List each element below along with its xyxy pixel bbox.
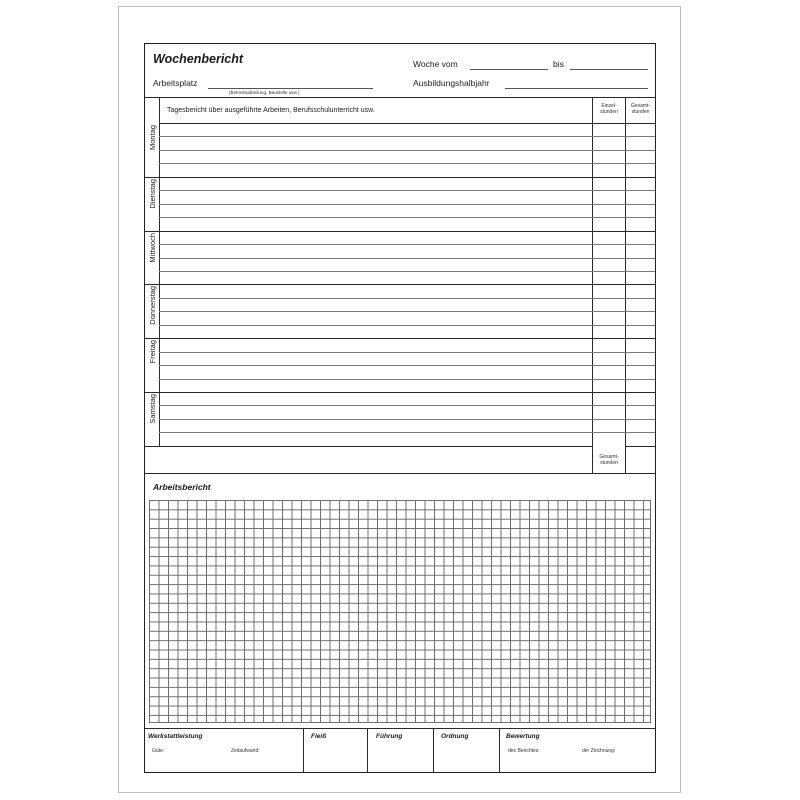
writing-line[interactable]: [159, 204, 655, 205]
time-label: Zeitaufwand:: [231, 748, 260, 754]
writing-line[interactable]: [159, 163, 655, 164]
day-label-cell: [145, 284, 159, 338]
day-label-cell: [145, 177, 159, 231]
day-separator: [145, 284, 655, 285]
writing-line[interactable]: [159, 419, 655, 420]
table-bottom-left-border: [145, 446, 592, 447]
workplace-label: Arbeitsplatz: [153, 78, 198, 88]
footer-divider-4: [499, 728, 500, 772]
day-separator: [145, 177, 655, 178]
workplace-field[interactable]: [208, 88, 373, 89]
writing-line[interactable]: [159, 311, 655, 312]
writing-line[interactable]: [159, 405, 655, 406]
weekly-report-form: [144, 43, 656, 773]
rating-label: Bewertung: [506, 733, 540, 740]
form-title: Wochenbericht: [153, 52, 244, 66]
day-separator: [145, 231, 655, 232]
report-rating-label: des Berichtes:: [508, 748, 540, 754]
footer-divider-1: [303, 728, 304, 772]
sum-hours-label: Gesamt- stunden: [599, 454, 619, 466]
description-header: Tagesbericht über ausgeführte Arbeiten, Berufsschulunterricht usw.: [167, 107, 375, 114]
writing-line[interactable]: [159, 379, 655, 380]
day-separator: [145, 338, 655, 339]
writing-line[interactable]: [159, 244, 655, 245]
writing-line[interactable]: [159, 432, 655, 433]
drawing-rating-label: der Zeichnung:: [582, 748, 616, 754]
writing-line[interactable]: [159, 352, 655, 353]
day-label: Montag: [147, 125, 157, 151]
writing-line[interactable]: [159, 365, 655, 366]
training-half-year-field[interactable]: [505, 88, 648, 89]
day-label: Samstag: [147, 394, 157, 424]
work-report-grid[interactable]: [149, 500, 651, 723]
writing-line[interactable]: [159, 136, 655, 137]
week-from-label: Woche vom: [413, 59, 458, 69]
day-label: Donnerstag: [147, 286, 157, 326]
sum-hours-cell[interactable]: [626, 447, 655, 473]
training-half-year-label: Ausbildungshalbjahr: [413, 78, 490, 88]
footer-divider-2: [367, 728, 368, 772]
writing-line[interactable]: [159, 150, 655, 151]
order-label: Ordnung: [441, 733, 469, 740]
day-label: Dienstag: [147, 178, 157, 209]
table-top-border: [145, 97, 655, 98]
workplace-hint: (Betriebsabteilung, Baustelle usw.): [229, 90, 300, 95]
writing-line[interactable]: [159, 298, 655, 299]
footer-divider-3: [433, 728, 434, 772]
diligence-label: Fleiß: [311, 733, 327, 740]
week-from-field[interactable]: [470, 69, 548, 70]
table-header-border: [159, 123, 655, 124]
conduct-label: Führung: [376, 733, 403, 740]
until-field[interactable]: [570, 69, 648, 70]
single-hours-header: Einzel- stunden: [600, 103, 618, 115]
until-label: bis: [553, 59, 564, 69]
footer-top-border: [145, 728, 655, 729]
day-label-cell: [145, 123, 159, 177]
day-separator: [145, 392, 655, 393]
day-label-cell: [145, 338, 159, 392]
quality-label: Güte:: [152, 748, 165, 754]
day-label: Mittwoch: [147, 232, 157, 263]
day-label-cell: [145, 231, 159, 285]
writing-line[interactable]: [159, 258, 655, 259]
table-sum-border: [145, 473, 655, 474]
day-label-cell: [145, 392, 159, 446]
work-report-title: Arbeitsbericht: [153, 482, 211, 492]
workshop-label: Werkstattleistung: [148, 733, 203, 740]
writing-line[interactable]: [159, 190, 655, 191]
writing-line[interactable]: [159, 325, 655, 326]
day-label: Freitag: [147, 340, 157, 364]
writing-line[interactable]: [159, 271, 655, 272]
total-hours-header: Gesamt- stunden: [630, 103, 651, 115]
writing-line[interactable]: [159, 217, 655, 218]
